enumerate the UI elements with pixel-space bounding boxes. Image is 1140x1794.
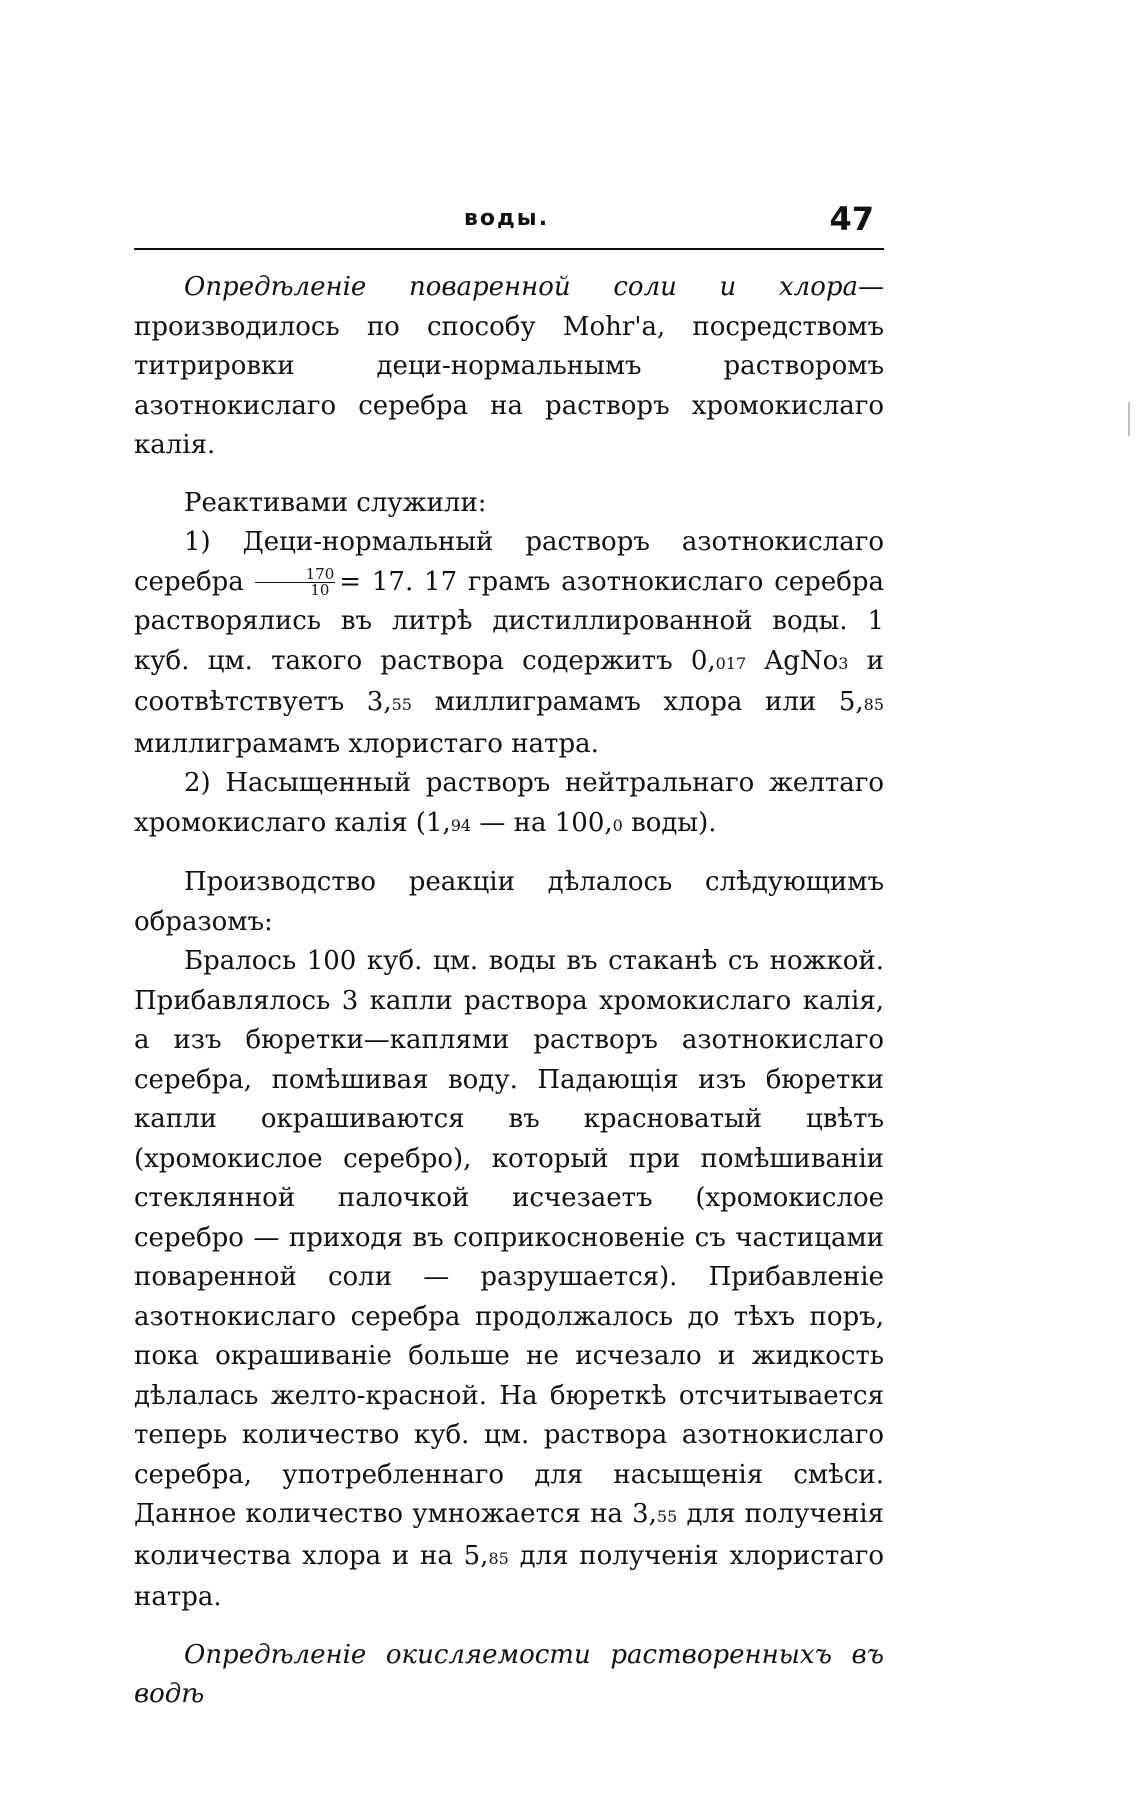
paragraph-chlorine-determination [134,268,884,466]
small-digits: 85 [488,1548,509,1568]
reagent-1-text: 1) Деци-нормальный растворъ азотнокислаго серебра [134,527,884,597]
small-digits: 55 [656,1507,678,1526]
small-digits: 85 [863,695,884,714]
procedure-text: для полученія количества хлора и на 5, [134,1499,884,1571]
margin-mark [1128,402,1130,436]
small-digits: 0 [612,815,623,835]
paragraph-reagent-2 [134,764,884,845]
small-digits: 3 [838,653,849,673]
reagent-2-text: — на 100, [471,807,613,838]
running-head: воды. [464,206,550,231]
fraction-denominator: 10 [310,581,330,599]
reagent-1-text: AgNo [746,645,839,676]
reagent-1-text: миллиграмамъ хлора или 5, [411,687,864,717]
reagent-2-text: воды). [622,807,717,838]
reagent-1-text: и соотвѣтствуетъ 3, [134,645,885,717]
paragraph-reagents-intro: Реактивами служили: [184,487,487,518]
reagent-1-text: миллиграмамъ хлористаго натра. [134,728,599,759]
procedure-text: Бралось 100 куб. цм. воды въ стаканѣ съ ножкой. Прибавлялось 3 капли раствора хромокислаго калія, а изъ бюретки—каплями растворъ азотнокислаго серебра, помѣшивая воду. Падающія изъ бюретки капли окрашиваются въ красноватый цвѣтъ (хромокислое серебро), который при помѣшиваніи стеклянной палочкой исчезаетъ (хромокислое серебро — приходя въ соприкосновеніе съ частицами поваренной соли — разрушается). Прибавленіе азотнокислаго серебра продолжалось до тѣхъ поръ, пока окрашиваніе больше не исчезало и жидкость дѣлалась желто-красной. На бюреткѣ отсчитывается теперь количество куб. цм. раствора азотнокислаго серебра, употребленнаго для насыщенія смѣси. Данное количество умножается на 3, [134,946,884,1529]
paragraph-oxidizability-title: Опредѣленіе окисляемости растворенныхъ въ водѣ [134,1639,884,1709]
small-digits: 017 [715,653,747,673]
paragraph-procedure-intro: Производство реакціи дѣлалось слѣдующимъ образомъ: [134,867,884,937]
page-number: 47 [829,200,874,238]
paragraph-procedure [134,942,884,1618]
body-text [134,268,884,1715]
page-header [134,200,884,250]
fraction [255,567,336,598]
reagent-2-text: 2) Насыщенный растворъ нейтральнаго желтаго хромокислаго калія (1, [134,768,884,838]
small-digits: 55 [391,695,412,714]
small-digits: 94 [450,815,472,835]
fraction-numerator: 170 [255,567,336,583]
paragraph-text: —производилось по способу Mohr'a, посредствомъ титрировки деци-нормальнымъ растворомъ азотнокислаго серебра на растворъ хромокислаго калія. [134,272,884,460]
paragraph-reagent-1 [134,523,884,764]
section-title-chlorine: Опредѣленіе поваренной соли и хлора [184,272,858,302]
procedure-text: для полученія хлористаго натра. [134,1540,885,1612]
reagent-1-text: = 17. 17 грамъ азотнокислаго серебра растворялись въ литрѣ дистиллированной воды. 1 куб. цм. такого раствора содержитъ 0, [134,566,885,676]
